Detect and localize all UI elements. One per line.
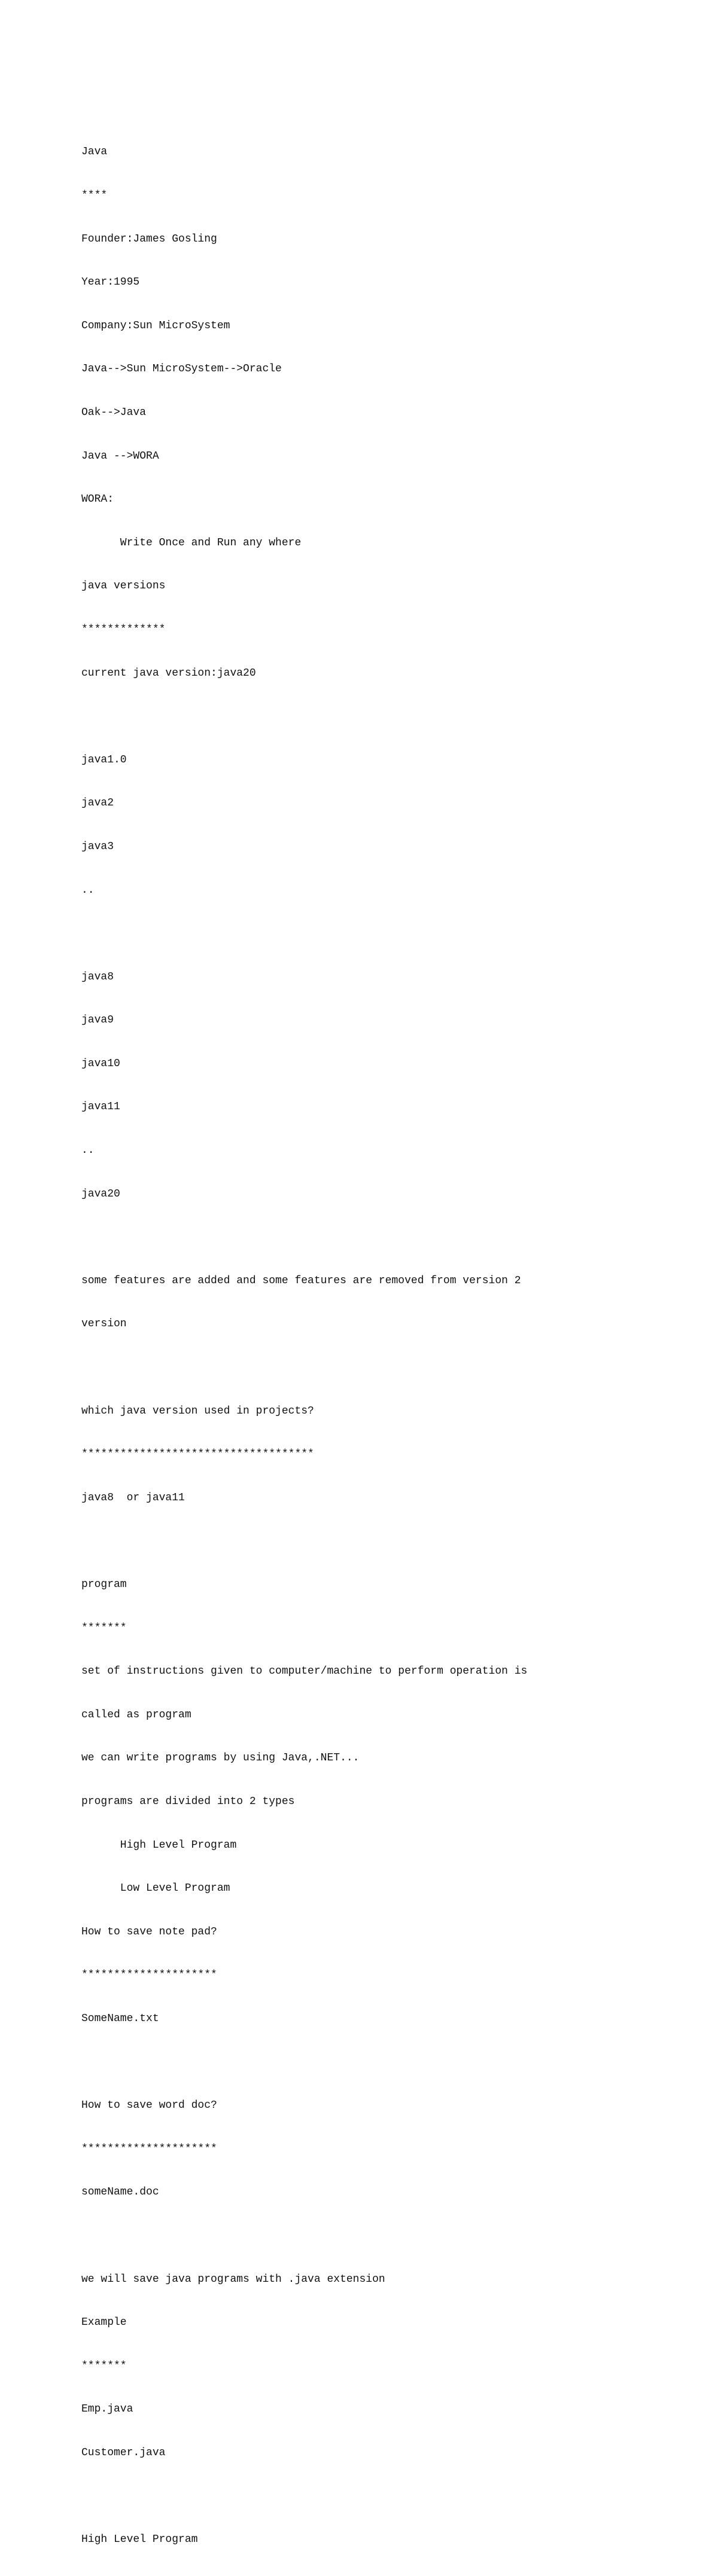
text-line <box>81 709 680 724</box>
text-line <box>81 926 680 941</box>
document-text <box>81 116 680 2576</box>
text-line: java versions <box>81 580 166 593</box>
text-line: java9 <box>81 1014 114 1027</box>
text-line: How to save word doc? <box>81 2099 217 2112</box>
text-line: ******* <box>81 1622 127 1634</box>
text-line: Company:Sun MicroSystem <box>81 319 230 332</box>
text-line <box>81 2229 680 2243</box>
text-line: Customer.java <box>81 2446 166 2459</box>
text-line: java3 <box>81 840 114 853</box>
text-line: some features are added and some features are removed from version 2 <box>81 1274 521 1287</box>
text-line: Java-->Sun MicroSystem-->Oracle <box>81 363 282 376</box>
text-line: java1.0 <box>81 753 127 766</box>
text-line: Oak-->Java <box>81 406 147 419</box>
text-line: java10 <box>81 1057 120 1070</box>
text-line: How to save note pad? <box>81 1925 217 1938</box>
text-line: Write Once and Run any where <box>81 536 302 549</box>
text-line: java8 or java11 <box>81 1491 185 1504</box>
text-line: Java <box>81 146 108 158</box>
text-line: Founder:James Gosling <box>81 233 217 245</box>
text-line <box>81 2055 680 2070</box>
text-line <box>81 1534 680 1548</box>
text-line: WORA: <box>81 493 114 506</box>
text-line: **** <box>81 190 108 202</box>
text-line: ********************* <box>81 1969 217 1982</box>
text-line: program <box>81 1579 127 1591</box>
text-line <box>81 2489 680 2503</box>
text-line: java2 <box>81 797 114 810</box>
text-line: java11 <box>81 1101 120 1113</box>
text-line <box>81 1230 680 1244</box>
text-line: Emp.java <box>81 2403 133 2416</box>
text-line: programs are divided into 2 types <box>81 1795 295 1808</box>
text-line: SomeName.txt <box>81 2012 159 2025</box>
text-line: ********************* <box>81 2142 217 2155</box>
text-line: set of instructions given to computer/machine to perform operation is <box>81 1665 528 1678</box>
text-line: .. <box>81 1144 95 1157</box>
text-line: Year:1995 <box>81 276 140 289</box>
text-line: Low Level Program <box>81 1882 230 1895</box>
text-line: Java -->WORA <box>81 450 159 462</box>
text-line <box>81 1360 680 1375</box>
text-line: we will save java programs with .java extension <box>81 2273 385 2285</box>
text-line: ******* <box>81 2360 127 2372</box>
text-line: High Level Program <box>81 2534 198 2546</box>
text-line: version <box>81 1318 127 1330</box>
text-line: java8 <box>81 970 114 983</box>
text-line: which java version used in projects? <box>81 1405 314 1417</box>
text-line: High Level Program <box>81 1839 237 1851</box>
text-line: we can write programs by using Java,.NET... <box>81 1752 360 1765</box>
text-line: ************************************ <box>81 1448 314 1461</box>
text-line: someName.doc <box>81 2186 159 2199</box>
text-line: .. <box>81 884 95 896</box>
text-line: current java version:java20 <box>81 667 256 679</box>
text-line: ************* <box>81 623 166 636</box>
text-line: Example <box>81 2316 127 2329</box>
text-line: java20 <box>81 1188 120 1200</box>
text-line: called as program <box>81 1708 191 1721</box>
